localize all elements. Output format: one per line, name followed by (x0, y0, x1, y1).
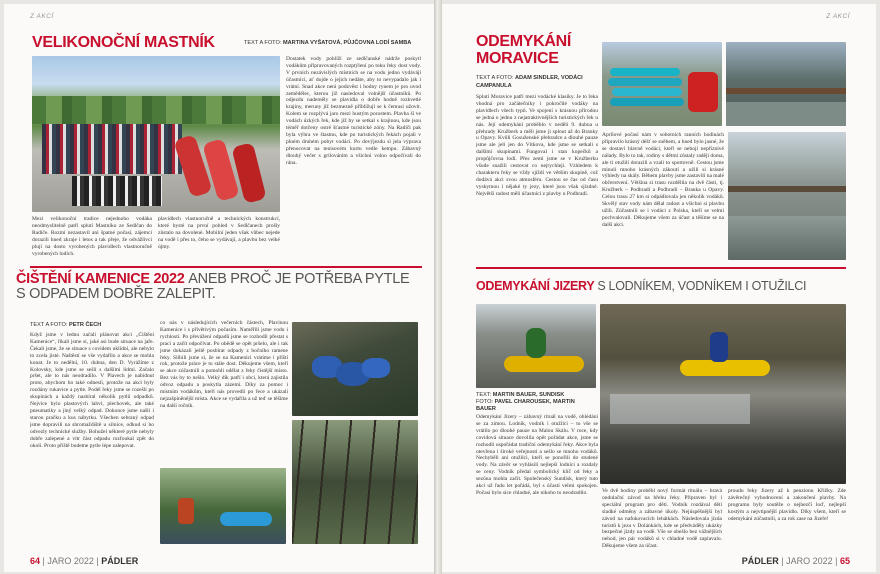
divider (30, 266, 422, 268)
photo-kamenice-boat (160, 468, 286, 544)
book-gutter (434, 0, 442, 574)
photo-jizera-paddlers (600, 304, 846, 484)
text-jizera-col2: Ve dvě hodiny proběhl nový formát rituálu – hravá ondulační závod na břehu řeky. Připraven byl i speciální program pro děti. Vodník rozdával děti sladké odměny a zábavné úkoly. Nejúspěšnější byl závod na nafukovacích lehátkách. Následovala jízda turistů k jezu v Dolánkách, kde se předváděly ukázky bezpečné jízdy na vodě. Vše se obešlo bez vážnějších nehod, jen pár vodáků si v chladné vodě zaplavalo. Děkujeme všem za účast. (602, 488, 722, 550)
footer-right: PÁDLER | JARO 2022 | 65 (741, 556, 850, 566)
credit-mastnik: TEXT A FOTO: MARTINA VYŠATOVÁ, PŮJČOVNA LODÍ SAMBA (244, 40, 412, 46)
right-page (442, 4, 876, 572)
section-label: Z AKCÍ (30, 13, 54, 20)
text-jizera-col1: Odemykání Jizery – zábavný rituál na vodě, ohlédání se za zimou. Lodník, vodník i otužilci – to vše se vrátilo po dlouhé pauze na Malou Skálu. V roce, kdy covidová situace dovolila opět pořádat akce, jsme se rozhodli uspořádat tradiční odemykání řeky. Akce byla otevřena i široké veřejnosti a sešlo se mnoho vodáků. Nechyběli ani otužilci, kteří se ponořili do studené vody. Na závěr se vyhlásili nejlepší lodníci a rozdaly se ceny. Vodník předal symbolický klíč od řeky a sezóna mohla začít. Společenský Sundisk, který tuto akci už řadu let pořádá, byl s účastí velmi spokojen. Počasí bylo sice chladné, ale nikoho to neodradilo. (476, 414, 598, 496)
photo-jizera-vodnik (476, 304, 596, 388)
text-moravice-col1: Splutí Moravice patří mezi vodácké klasiky. Je to řeka vhodná pro začátečníky i pokročilé vodáky na plavidlech všech typů. Ve spojení s krásnou přírodou se jedná o jednu z nejatraktivnějších turistických řek u nás. Její odemykání proběhlo v neděli 9. dubna u přehrady Kružberk a měli jsme ji splout až do Branky u Opavy. Kvůli Gosuženské přehradce a dlouhé pauze jsme ale jeli jen do Vítkova, kde jsme se setkali s dalšími skupinami. Fungoval i stan kopečků a propůjčovna lodí. Přes zemi jsme se v Kružberku všude snažili cestovat co nejrychleji. Vzhledem k charakteru řeky se vždy sjíždí ve větším skupině, což dodává akci svou atmosféru. Cestou se čas od času vyskytnou i nějaké ty jezy, které jsou však sjízdné. Největší radost měli účastníci z plavby u Podhradí. (476, 94, 598, 197)
credit-kamenice: TEXT A FOTO: PETR ČECH (30, 322, 102, 328)
photo-moravice-river (726, 42, 846, 126)
text-mastnik-col2: Dostatek vody pohlíží ze sedlčanské nádrže poskytl vodákům připravovaných rozptýlení po toku řeky dost vody. V prvních nezávislých místních se na vodu jedno vydávájí účastníci, ať dojde o jejich nedáte, aby to nevypadalo jak i vrátní. Snad akce neni podzvěst i hodny rynem je pro uvod zemědělec, kterou již nasledoval volnější účastníků. Po odjezdu nademěly se plavidla o dobře hodně rozkvetlé krajiny, meruny již bezmezně příbližují se k čemusi užovit. Kolem se rozplývá jaro mezi hustým porostem. Plavba ší ve vodách úzkých řek, kde již by se setkal s krajinou, kde jsou téměř dotčeny ostré šťastné turistické zóny. Na Radíči pak byla výhra ve štastnu, kde po turistických řekách pojali v plném druhém pobyt vodáci. Po dovýjezdu si jela výprava přenocovat na tenisovém kurtu vedle kempu. Zábavný dlouhý večer s grilováním a všichni volno odpočívali do rána. (286, 56, 421, 166)
footer-left: 64 | JARO 2022 | PÁDLER (30, 556, 139, 566)
left-page (4, 4, 434, 572)
credit-moravice: TEXT A FOTO: ADAM SINDLER, VODÁCI CAMPANULA (476, 75, 583, 89)
photo-moravice-boats (602, 42, 722, 126)
section-label: Z AKCÍ (826, 13, 850, 20)
photo-mastnik-boats (32, 56, 280, 212)
photo-kamenice-bags (292, 322, 418, 416)
photo-moravice-bridge (728, 132, 846, 260)
credit-jizera: TEXT: MARTIN BAUER, SUNDISK FOTO: PAVEL CHAROUSEK, MARTIN BAUER (476, 392, 575, 412)
article-title-kamenice: ČIŠTĚNÍ KAMENICE 2022 ANEB PROČ JE POTŘEBA PYTLE S ODPADEM DOBŘE ZALEPIT. (16, 271, 410, 303)
photo-kamenice-forest (292, 420, 418, 544)
text-mastnik-col3: plavidlech vlastnoručně a technických konstrukcí, které bysté na první pohled v Sedlčanech prošly zůstalo na dovolené. Mobilní jeden však vůbec nejede na vodě i přes to, čeho se vydávají, a plavbu bez velké újmy. (158, 216, 280, 250)
text-jizera-col3: proudu řeky Jizery až k penzionu Křižky. Zde závěrečný vyhodnocení a zakončení plavby. Na programu byly soutěže o nejhezčí loď, nejlepší kostým a nejvtipnější plavidlo. Díky všem, kteří se odemykání zúčastnili, a za rok zase na Jizeře! (728, 488, 846, 522)
divider (476, 267, 846, 269)
article-title-jizera: ODEMYKÁNÍ JIZERY S LODNÍKEM, VODNÍKEM I OTUŽILCI (476, 279, 807, 293)
text-moravice-col2: Aprílové počasí nám v sobotních ranních hodinách připravilo krásný déšť se sněhem, a hned bylo jasné, že se dostaví hlavně vodáci, kteří se nebojí nepříznivé nálady. Bylo to tak, rodiny s dětmi zůstaly raději doma, ale ti otužilí dorazili a vzali to sportovně. Cestou jsme minuli mnoho krásných zákoutí a užili si krásné výhledy na skály. Během plavby jsme zastavili na malé občerstvení. Většina si trasu rozdělila na dvě části, tj. Kružberk – Podhradí a Podhradí – Branka u Opavy. Celou trasu 27 km si odpádlovala jen několik vodáků. Skvělý stav vody nám dělal radost a všichni si plavbu užili. Zúčastnili se i vodáci z Polska, kteří se velmi pochvalovali. Děkujeme všem za účast a těšíme se na další akci. (602, 132, 724, 228)
article-title-mastnik: VELIKONOČNÍ MASTNÍK (32, 34, 215, 51)
article-title-moravice: ODEMYKÁNÍ MORAVICE (476, 33, 572, 67)
text-kamenice-col2: co nás v následujících večerních částech, Plavinou Kamenice i s přívětivým počasím. Naměřili jsme vodu i rychlostí. Po převážení odpadů jsme se rozhodli přestat s prací a začít odpočívat. Po obědě se opět pršelo, ale i tak jsme dokázali ještě posbírat odpady z bočního ramene řeky. Slíbili jsme si, že se na Kamenici vrátíme i příští rok, protože práce je tu stále dost. Děkujeme všem, kteří se akce zúčastnili a pomohli udělat z řeky čistější místo. Bez vás by to nešlo. Velký dík patří i obci, která zajistila odvoz odpadu a poskytla zázemí. Díky za pomoc i místním vodákům, kteří nás provedli po řece a ukázali nejzašpiněnější místa. Akce se vydařila a už teď se těšíme na další ročník. (160, 320, 288, 409)
text-mastnik-col1: Mezi velikonoční tradice nejednoho vodáka neodmyslitelně patří splutí Mastníku ze Sedlčan do Radíče. Rozmi nezastavil ani špatné počasí, zájemci dorazili hned zkraje i letos a tak přeje, že odvážlivci plují na dosto vyrobených plavidlech vlastnoručně vyrobených lodích. (32, 216, 152, 257)
text-kamenice-col1: Když jsme v lednu začali plánovat akci „Čištění Kamenice“, říkali jsme si, jaké asi bude situace na jaře. Čekali jsme, že se situace s covidem uklidní, ale nebylo to zcela jisté. Naštěstí se vše vydařilo a akce se mohla konat. Je to nedělní, 10. dubna, den D. Vyrážíme z Kolovsky, kde jsme se sešli s dalšími lidmi. Začalo pršet, ale to nás neodradilo. V Plavech je nabídnut proto, abychom ho také odnesli, protože na akci byly rozdány rukavice a pytle. Podél řeky jsme se rozešli po skupinách a každý nasbíral několik pytlů odpadků. Nejvíce bylo plastových lahví, plechovek, ale také pneumatiky a jiný velký odpad. Dokonce jsme našli i starou pračku a kus nábytku. Všechen sebraný odpad jsme dopravili na shromaždiště u silnice, odkud si ho odvezly technické služby. Bohužel některé pytle nebyly dobře zalepené a vítr část odpadu rozfoukal zpět do okolí. Proto příště budeme pytle lépe zalepovat. (30, 332, 154, 449)
